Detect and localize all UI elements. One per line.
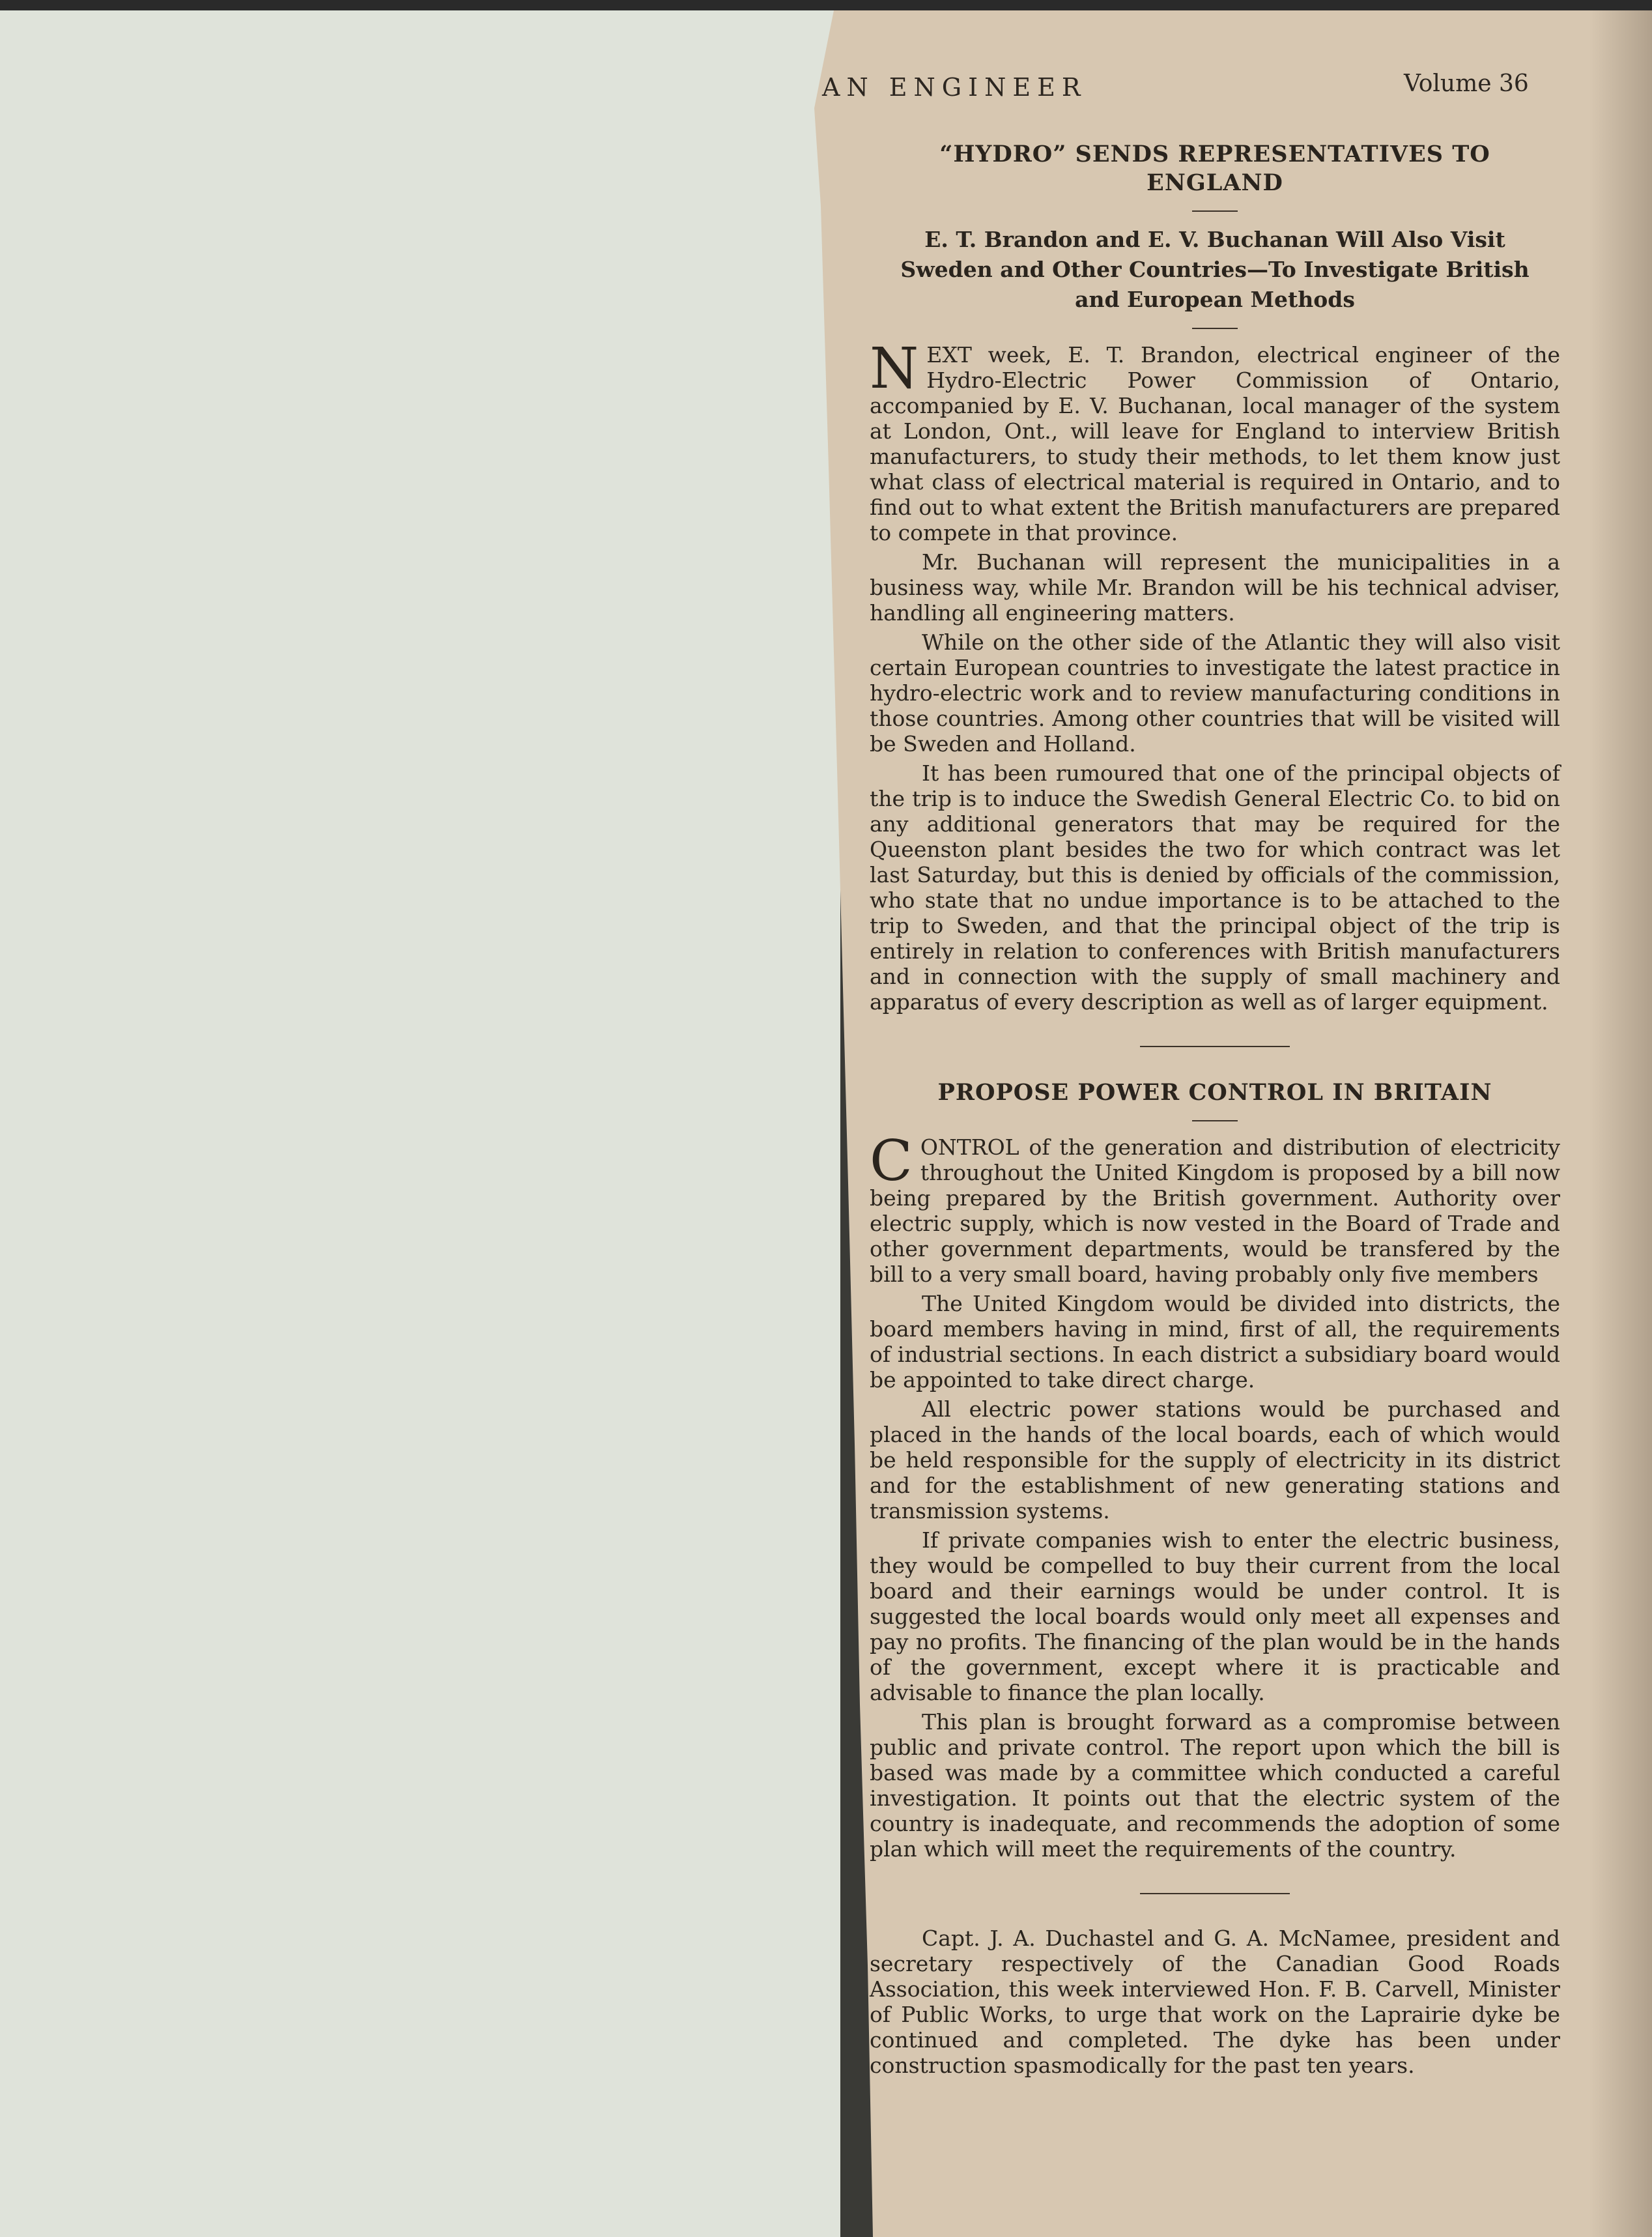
title-rule <box>1192 1120 1238 1121</box>
drop-cap: C <box>870 1129 913 1194</box>
title-rule <box>1192 210 1238 212</box>
article-hydro-paragraph-3: While on the other side of the Atlantic they will also visit certain European countries to investigate the latest practice in hydro-electric work and to review manufacturing conditions in those countries. Among other countries that will be visited will be Sweden and Holland. <box>870 629 1560 757</box>
article-power-title: PROPOSE POWER CONTROL IN BRITAIN <box>937 1079 1492 1106</box>
blank-facing-page <box>0 10 840 2237</box>
subtitle-rule <box>1192 328 1238 329</box>
volume-label: Volume 36 <box>1404 70 1529 97</box>
article-power-paragraph-3: All electric power stations would be purchased and placed in the hands of the local boards, each of which would be held responsible for the supply of electricity in its district and for the establishment of new generating stations and transmission systems. <box>870 1396 1560 1523</box>
article-power-paragraph-5: This plan is brought forward as a compromise between public and private control. The report upon which the bill is based was made by a committee which conducted a careful investigation. It points out that the electric system of the country is inadequate, and recommends the adoption of some plan which will meet the requirements of the country. <box>870 1709 1560 1862</box>
page-edge-shadow <box>1589 10 1652 2237</box>
article-separator <box>1140 1893 1290 1894</box>
scan-top-border <box>0 0 1652 10</box>
article-separator <box>1140 1046 1290 1047</box>
drop-cap: N <box>870 336 919 401</box>
article-hydro <box>870 140 1560 2082</box>
article-hydro-paragraph-1: NEXT week, E. T. Brandon, electrical engineer of the Hydro-Electric Power Commission of Ontario, accompanied by E. V. Buchanan, local manager of the system at London, Ont., will leave for England to interview British manufacturers, to study their methods, to let them know just what class of electrical material is required in Ontario, and to find out to what extent the British manufacturers are prepared to compete in that province. <box>870 336 1560 545</box>
news-item-paragraph: Capt. J. A. Duchastel and G. A. McNamee, president and secretary respectively of the Canadian Good Roads Association, this week interviewed Hon. F. B. Carvell, Minister of Public Works, to urge that work on the Laprairie dyke be continued and completed. The dyke has been under construction spasmodically for the past ten years. <box>870 1926 1560 2078</box>
article-power-paragraph-2: The United Kingdom would be divided into districts, the board members having in mind, first of all, the requirements of industrial sections. In each district a subsidiary board would be appointed to take direct charge. <box>870 1291 1560 1393</box>
article-power-paragraph-4: If private companies wish to enter the electric business, they would be compelled to buy their current from the local board and their earnings would be under control. It is suggested the local boards would only meet all expenses and pay no profits. The financing of the plan would be in the hands of the government, except where it is practicable and advisable to finance the plan locally. <box>870 1527 1560 1705</box>
article-hydro-paragraph-2: Mr. Buchanan will represent the municipalities in a business way, while Mr. Brandon will be his technical adviser, handling all engineering matters. <box>870 549 1560 626</box>
article-power-paragraph-1: CONTROL of the generation and distribution of electricity throughout the United Kingdom is proposed by a bill now being prepared by the British government. Authority over electric supply, which is now vested in the Board of Trade and other government departments, would be transfered by the bill to a very small board, having probably only five members <box>870 1129 1560 1287</box>
article-hydro-subtitle: E. T. Brandon and E. V. Buchanan Will Also Visit Sweden and Other Countries—To Investigate British and European Methods <box>900 227 1530 312</box>
article-hydro-paragraph-4: It has been rumoured that one of the principal objects of the trip is to induce the Swedish General Electric Co. to bid on any additional generators that may be required for the Queenston plant besides the two for which contract was let last Saturday, but this is denied by officials of the commission, who state that no undue importance is to be attached to the trip to Sweden, and that the principal object of the trip is entirely in relation to conferences with British manufacturers and in connection with the supply of small machinery and apparatus of every description as well as of larger equipment. <box>870 760 1560 1015</box>
article-hydro-title: “HYDRO” SENDS REPRESENTATIVES TO ENGLAND <box>939 141 1490 196</box>
running-title: AN ENGINEER <box>822 73 1087 102</box>
